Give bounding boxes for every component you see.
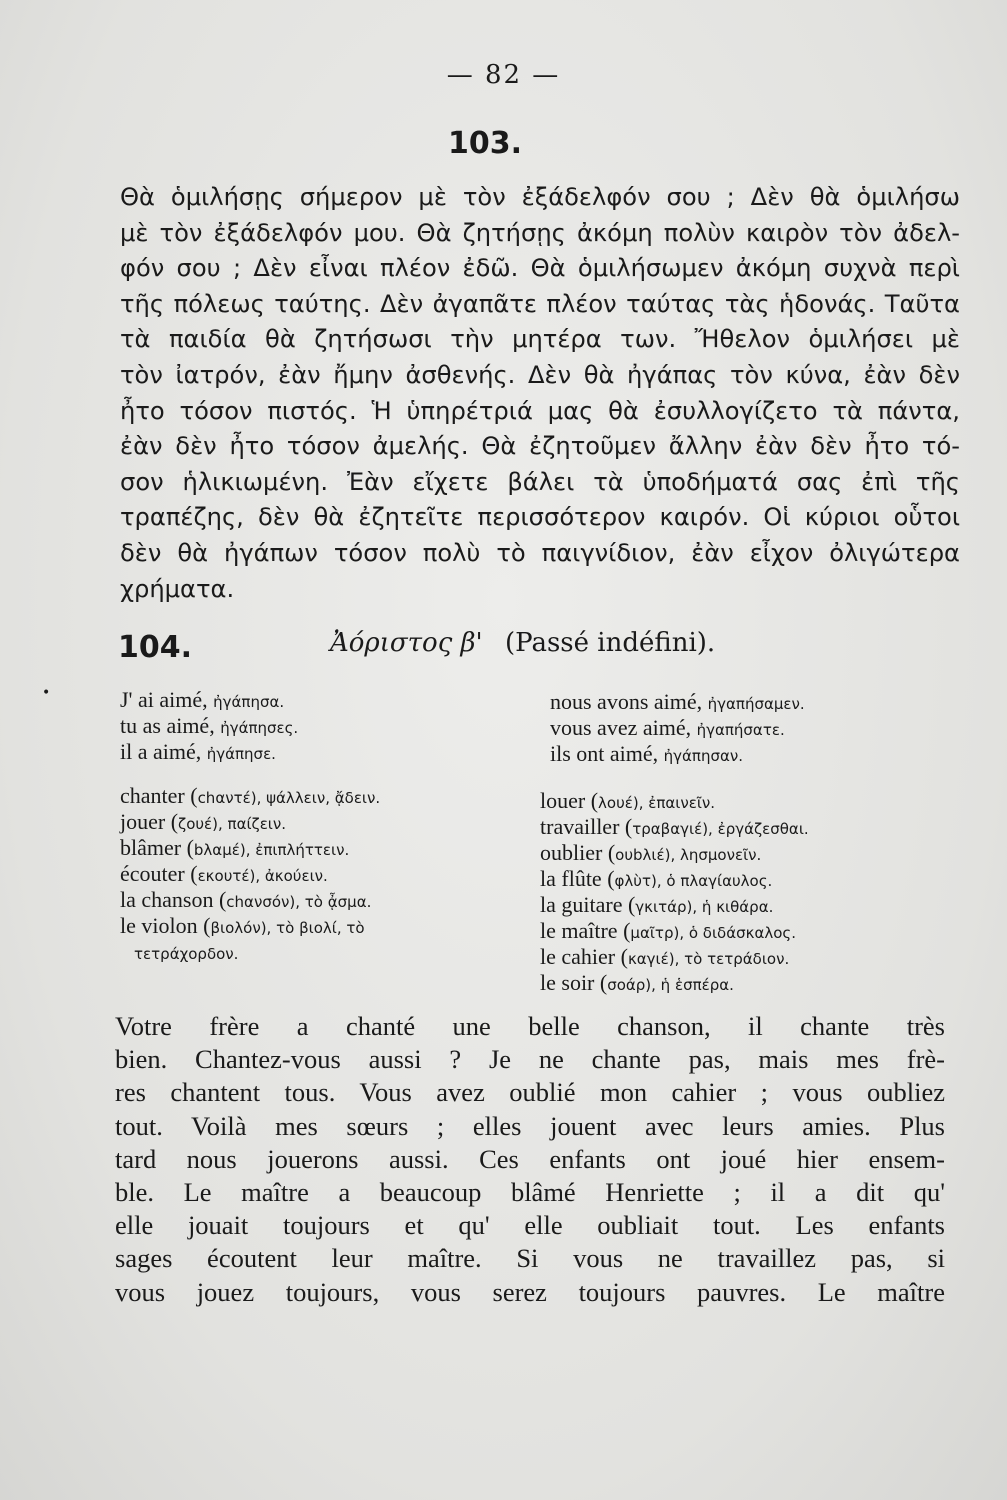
pronunciation: φλὺτ [614, 872, 652, 890]
pronunciation: chανσόν [226, 893, 290, 911]
greek-line: μὲ τὸν ἐξάδελφόν μου. Θὰ ζητήσῃς ἀκόμη πολὺν καιρὸν τὸν ἀδελ- [120, 218, 960, 247]
greek-form: ἠγάπησαν. [663, 747, 744, 765]
greek-translation: τετράχορδον. [134, 945, 239, 963]
vocabulary-row [540, 841, 809, 867]
french-word: oublier ( [540, 840, 616, 865]
french-line: res chantent tous. Vous avez oublié mon cahier ; vous oubliez [115, 1077, 945, 1108]
greek-line: δὲν θὰ ἠγάπων τόσον πολὺ τὸ παιγνίδιον, ἐὰν εἶχον ὀλιγώτερα [120, 538, 960, 567]
french-line: tout. Voilà mes sœurs ; elles jouent avec leurs amies. Plus [115, 1110, 945, 1141]
french-word: blâmer ( [120, 835, 194, 860]
french-word: la flûte ( [540, 866, 615, 891]
greek-translation: ), ψάλλειν, ᾄδειν. [250, 789, 381, 807]
french-form: nous avons aimé, [550, 689, 708, 714]
conjugation-row [120, 714, 298, 740]
french-line: sages écoutent leur maître. Si vous ne travaillez pas, si [115, 1243, 945, 1274]
french-word: le maître ( [540, 918, 631, 943]
pronunciation: chαντέ [197, 789, 251, 807]
greek-line: τὰ παιδία θὰ ζητήσωσι τὴν μητέρα των. Ἤθελον ὁμιλήσει μὲ [120, 325, 960, 354]
french-line: tard nous jouerons aussi. Ces enfants ont joué hier ensem- [115, 1143, 945, 1174]
greek-translation: ), ἡ ἑσπέρα. [645, 976, 734, 994]
greek-translation: ), ἐργάζεσθαι. [702, 820, 809, 838]
vocabulary-row [540, 893, 809, 919]
pronunciation: καγιέ [627, 950, 669, 968]
greek-line: χρήματα. [120, 574, 235, 603]
greek-translation: ), ὁ πλαγίαυλος. [651, 872, 773, 890]
vocabulary-row [120, 784, 380, 810]
greek-form: ἠγάπησα. [213, 693, 285, 711]
conjugation-singular [120, 688, 298, 766]
french-form: tu as aimé, [120, 713, 221, 738]
french-line: vous jouez toujours, vous serez toujours pauvres. Le maître [115, 1276, 945, 1307]
greek-translation: ), ἀκούειν. [249, 867, 328, 885]
pronunciation: γκιτάρ [635, 898, 687, 916]
greek-form: ἠγάπησες. [220, 719, 299, 737]
french-word: écouter ( [120, 861, 198, 886]
french-form: vous avez aimé, [550, 715, 697, 740]
french-word: travailler ( [540, 814, 633, 839]
french-form: ils ont aimé, [550, 741, 664, 766]
greek-form: ἠγαπήσατε. [696, 721, 785, 739]
vocabulary-row [540, 789, 809, 815]
heading-french-term: (Passé indéfini). [504, 628, 716, 658]
vocabulary-row [540, 867, 809, 893]
french-form: il a aimé, [120, 739, 207, 764]
greek-translation: ), ἐπαινεῖν. [632, 794, 716, 812]
greek-line: τραπέζης, δὲν θὰ ἐζητεῖτε περισσότερον καιρόν. Οἱ κύριοι οὗτοι [120, 503, 960, 532]
french-word: le cahier ( [540, 944, 628, 969]
pronunciation: λουέ [598, 794, 633, 812]
pronunciation: σοάρ [607, 976, 646, 994]
margin-dot: • [42, 685, 51, 701]
greek-line: Θὰ ὁμιλήσῃς σήμερον μὲ τὸν ἐξάδελφόν σου ; Δὲν θὰ ὁμιλήσω [120, 183, 960, 211]
conjugation-row [120, 740, 298, 766]
section-104-heading [330, 628, 715, 658]
french-form: J' ai aimé, [120, 687, 214, 712]
vocabulary-row [120, 940, 380, 966]
greek-line: σον ἡλικιωμένη. Ἐὰν εἴχετε βάλει τὰ ὑποδήματά σας ἐπὶ τῆς [120, 467, 960, 496]
pronunciation: ζουέ [178, 815, 213, 833]
greek-translation: ), παίζειν. [212, 815, 287, 833]
conjugation-plural [550, 690, 805, 768]
greek-translation: ), τὸ τετράδιον. [668, 950, 790, 968]
section-104-number: 104. [118, 630, 193, 665]
vocabulary-row [120, 914, 380, 940]
greek-translation: ), ἡ κιθάρα. [686, 898, 774, 916]
vocabulary-right [540, 789, 809, 997]
greek-form: ἠγάπησε. [206, 745, 276, 763]
greek-translation: ), ὁ διδάσκαλος. [673, 924, 796, 942]
greek-line: ἦτο τόσον πιστός. Ἡ ὑπηρέτριά μας θὰ ἐσυλλογίζετο τὰ πάντα, [120, 396, 960, 425]
french-word: le soir ( [540, 970, 608, 995]
greek-line: φόν σου ; Δὲν εἶναι πλέον ἐδῶ. Θὰ ὁμιλήσωμεν ἀκόμη συχνὰ περὶ [120, 254, 960, 283]
conjugation-row [120, 688, 298, 714]
french-word: chanter ( [120, 783, 198, 808]
french-word: le violon ( [120, 913, 211, 938]
pronunciation: βιολόν [210, 919, 261, 937]
heading-greek-term: Ἀόριστος β' [330, 628, 483, 658]
vocabulary-row [540, 815, 809, 841]
french-line: elle jouait toujours et qu' elle oubliait tout. Les enfants [115, 1210, 945, 1241]
conjugation-row [550, 742, 805, 768]
vocabulary-row [540, 971, 809, 997]
section-103-number: 103. [448, 126, 523, 161]
greek-form: ἠγαπήσαμεν. [707, 695, 805, 713]
pronunciation: bλαμέ [193, 841, 240, 859]
conjugation-row [550, 716, 805, 742]
greek-line: τὸν ἰατρόν, ἐὰν ἤμην ἀσθενής. Δὲν θὰ ἠγάπας τὸν κύνα, ἐὰν δὲν [120, 360, 960, 389]
vocabulary-row [120, 836, 380, 862]
vocabulary-left [120, 784, 380, 966]
french-line: ble. Le maître a beaucoup blâmé Henriette ; il a dit qu' [115, 1177, 945, 1208]
french-exercise-paragraph [115, 1010, 945, 1309]
page-number: — 82 — [446, 60, 561, 90]
pronunciation: ουbλιέ [615, 846, 665, 864]
greek-line: τῆς πόλεως ταύτης. Δὲν ἀγαπᾶτε πλέον ταύτας τὰς ἡδονάς. Ταῦτα [120, 289, 960, 318]
french-line: bien. Chantez-vous aussi ? Je ne chante pas, mais mes frè- [115, 1044, 945, 1075]
greek-translation: ), λησμονεῖν. [664, 846, 762, 864]
pronunciation: εκουτέ [197, 867, 250, 885]
french-word: louer ( [540, 788, 599, 813]
greek-translation: ), τὸ ᾆσμα. [289, 893, 372, 911]
greek-exercise-paragraph [120, 180, 960, 607]
greek-translation: ), ἐπιπλήττειν. [239, 841, 350, 859]
french-word: jouer ( [120, 809, 179, 834]
french-word: la chanson ( [120, 887, 227, 912]
greek-line: ἐὰν δὲν ἦτο τόσον ἀμελής. Θὰ ἐζητοῦμεν ἄλλην ἐὰν δὲν ἦτο τό- [120, 432, 960, 461]
pronunciation: τραβαγιέ [632, 820, 703, 838]
vocabulary-row [120, 888, 380, 914]
french-line: Votre frère a chanté une belle chanson, il chante très [115, 1011, 945, 1041]
vocabulary-row [120, 810, 380, 836]
greek-translation: ), τὸ βιολί, τὸ [260, 919, 365, 937]
pronunciation: μαῖτρ [630, 924, 674, 942]
vocabulary-row [120, 862, 380, 888]
vocabulary-row [540, 945, 809, 971]
french-word: la guitare ( [540, 892, 636, 917]
vocabulary-row [540, 919, 809, 945]
conjugation-row [550, 690, 805, 716]
